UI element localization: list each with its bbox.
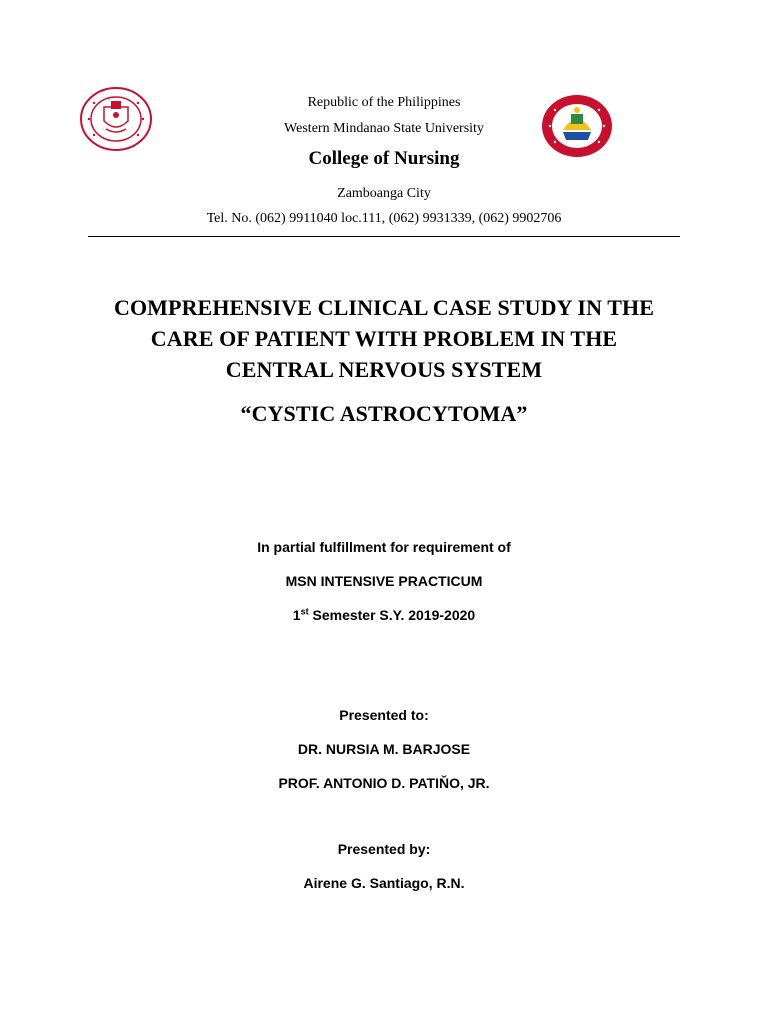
adviser-name-1: DR. NURSIA M. BARJOSE (297, 741, 471, 757)
case-study-title-line-2: CARE OF PATIENT WITH PROBLEM IN THE (150, 326, 618, 351)
university-name: Western Mindanao State University (284, 121, 484, 136)
semester-ordinal: st (300, 606, 309, 617)
adviser-name-2: PROF. ANTONIO D. PATIŇO, JR. (278, 775, 490, 791)
header-divider (88, 236, 680, 237)
presented-by-label: Presented by: (337, 841, 431, 857)
country-line: Republic of the Philippines (307, 95, 461, 110)
college-name: College of Nursing (308, 148, 460, 169)
semester-number: 1 (292, 607, 301, 623)
case-study-title-line-1: COMPREHENSIVE CLINICAL CASE STUDY IN THE (113, 295, 655, 320)
case-study-title-line-3: CENTRAL NERVOUS SYSTEM (225, 357, 543, 382)
course-name: MSN INTENSIVE PRACTICUM (285, 573, 483, 589)
semester-line (0, 606, 768, 624)
city-line: Zamboanga City (337, 186, 431, 201)
telephone-line: Tel. No. (062) 9911040 loc.111, (062) 9931339, (062) 9902706 (206, 211, 562, 226)
author-name: Airene G. Santiago, R.N. (303, 875, 465, 891)
semester-text: Semester S.Y. 2019-2020 (308, 607, 476, 623)
fulfillment-statement: In partial fulfillment for requirement of (257, 539, 511, 555)
case-study-subtitle: “CYSTIC ASTROCYTOMA” (240, 401, 528, 426)
presented-to-label: Presented to: (339, 707, 429, 723)
